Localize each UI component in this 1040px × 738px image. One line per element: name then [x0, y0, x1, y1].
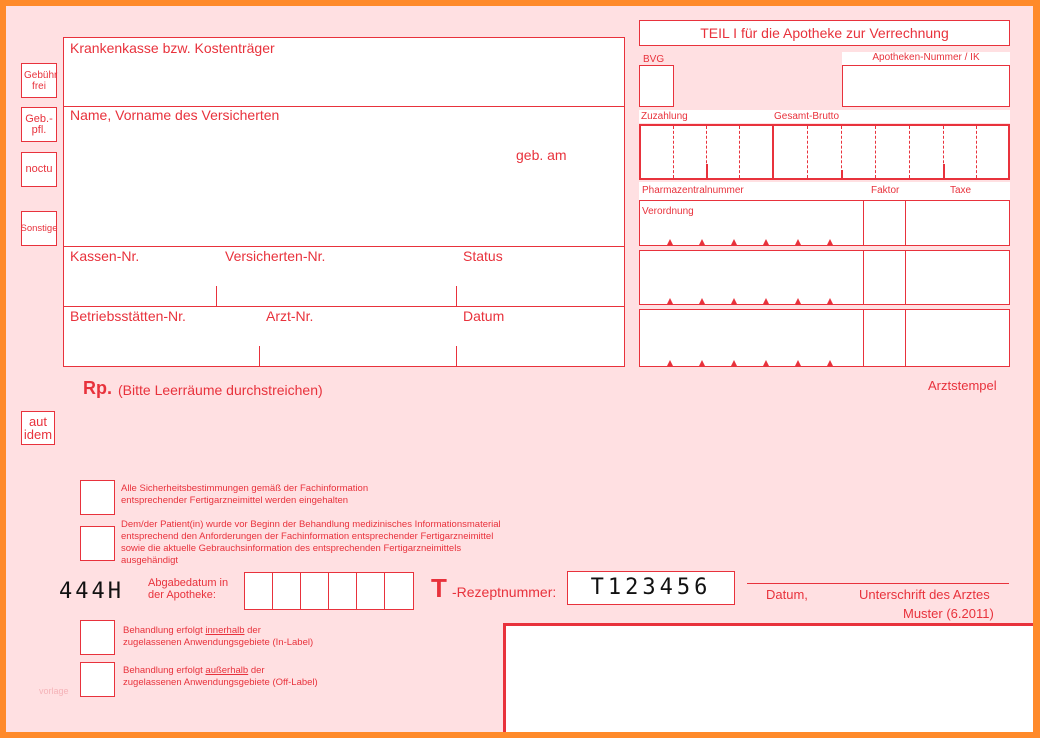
- part1-title: TEIL I für die Apotheke zur Verrechnung: [639, 20, 1010, 46]
- zuzahlung-label: Zuzahlung: [641, 111, 688, 122]
- sonstige-label: Sonstige: [20, 223, 58, 234]
- off-label-text: [123, 665, 318, 689]
- watermark: vorlage: [39, 686, 69, 696]
- digit-separator: [673, 126, 674, 178]
- digit-marker: [699, 239, 705, 245]
- tick: [216, 286, 217, 306]
- gesamt-brutto-label: Gesamt-Brutto: [774, 111, 840, 122]
- geb-am-label: geb. am: [516, 147, 567, 163]
- digit-marker: [795, 239, 801, 245]
- digit-marker: [699, 298, 705, 304]
- digit-marker: [827, 360, 833, 366]
- digit-separator: [739, 126, 740, 178]
- blank-area: [503, 623, 1033, 732]
- gebuehr-frei-checkbox[interactable]: [21, 63, 57, 98]
- digit-marker: [795, 360, 801, 366]
- betriebsstaetten-nr-label: Betriebsstätten-Nr.: [70, 308, 186, 324]
- divider: [328, 572, 329, 610]
- decimal-marker: [706, 164, 708, 178]
- digit-marker: [731, 239, 737, 245]
- divider: [63, 306, 625, 307]
- safety-checkbox[interactable]: [80, 480, 115, 515]
- rezeptnummer-field[interactable]: T123456: [567, 571, 735, 605]
- noctu-label: noctu: [25, 163, 53, 175]
- versicherten-nr-label: Versicherten-Nr.: [225, 248, 326, 264]
- digit-marker: [763, 239, 769, 245]
- divider: [300, 572, 301, 610]
- name-label: Name, Vorname des Versicherten: [70, 107, 280, 123]
- zuzahlung-field[interactable]: [639, 124, 1010, 180]
- bvg-field[interactable]: [639, 65, 674, 107]
- datum-signature-label: Datum,: [766, 587, 808, 602]
- rp-label: Rp.: [83, 378, 112, 398]
- rp-hint: (Bitte Leerräume durchstreichen): [118, 382, 323, 398]
- patient-info-checkbox[interactable]: [80, 526, 115, 561]
- off-label-line2: zugelassenen Anwendungsgebiete (Off-Label): [123, 677, 318, 688]
- divider: [272, 572, 273, 610]
- aut-idem-label: aut idem: [23, 414, 53, 442]
- off-label-underlined: außerhalb: [205, 665, 249, 676]
- signature-line: [747, 583, 1009, 584]
- decimal-marker: [841, 170, 843, 178]
- in-label-line2: zugelassenen Anwendungsgebiete (In-Label): [123, 637, 314, 648]
- digit-separator: [875, 126, 876, 178]
- off-label-text-part: der: [248, 665, 265, 676]
- digit-separator: [807, 126, 808, 178]
- muster-label: Muster (6.2011): [903, 606, 994, 621]
- abgabedatum-field[interactable]: [244, 572, 414, 610]
- digit-marker: [795, 298, 801, 304]
- tick: [259, 346, 260, 367]
- geb-pfl-label: Geb.- pfl.: [25, 112, 53, 136]
- digit-marker: [731, 298, 737, 304]
- pzn-label: Pharmazentralnummer: [642, 185, 744, 196]
- faktor-label: Faktor: [871, 185, 900, 196]
- digit-marker: [827, 239, 833, 245]
- divider: [639, 309, 1010, 310]
- digit-marker: [731, 360, 737, 366]
- digit-marker: [667, 298, 673, 304]
- unterschrift-label: Unterschrift des Arztes: [859, 587, 990, 602]
- off-label-text-part: Behandlung erfolgt: [123, 665, 206, 676]
- in-label-text-part: der: [244, 625, 261, 636]
- digit-marker: [699, 360, 705, 366]
- geb-pfl-checkbox[interactable]: [21, 107, 57, 142]
- kassen-nr-label: Kassen-Nr.: [70, 248, 140, 264]
- apotheken-nummer-label: Apotheken-Nummer / IK: [842, 52, 1010, 65]
- in-label-checkbox[interactable]: [80, 620, 115, 655]
- krankenkasse-label: Krankenkasse bzw. Kostenträger: [70, 40, 275, 56]
- prescription-form: [6, 6, 1033, 732]
- off-label-checkbox[interactable]: [80, 662, 115, 697]
- divider: [384, 572, 385, 610]
- decimal-marker: [943, 164, 945, 178]
- form-code: 444H: [59, 579, 124, 604]
- divider: [905, 200, 906, 367]
- divider: [356, 572, 357, 610]
- sonstige-checkbox[interactable]: [21, 211, 57, 246]
- t-letter: T: [431, 573, 447, 603]
- in-label-underlined: innerhalb: [205, 625, 245, 636]
- divider: [63, 246, 625, 247]
- digit-marker: [667, 360, 673, 366]
- digit-marker: [667, 239, 673, 245]
- apotheken-nummer-field[interactable]: [842, 65, 1010, 107]
- divider: [772, 124, 774, 180]
- noctu-checkbox[interactable]: [21, 152, 57, 187]
- arzt-nr-label: Arzt-Nr.: [266, 308, 314, 324]
- taxe-label: Taxe: [950, 185, 972, 196]
- datum-label: Datum: [463, 308, 505, 324]
- in-label-text-part: Behandlung erfolgt: [123, 625, 206, 636]
- divider: [639, 250, 1010, 251]
- gebuehr-frei-label: Gebühr frei: [24, 69, 58, 92]
- divider: [863, 200, 864, 367]
- in-label-text: [123, 625, 313, 649]
- status-label: Status: [463, 248, 503, 264]
- tick: [456, 346, 457, 367]
- patient-info-statement: Dem/der Patient(in) wurde vor Beginn der Behandlung medizinisches Informationsmaterial entsprechend den Anforderungen der Fachinformation entsprechender Fertigarzneimittel sowie die aktuelle Gebrauchsinformation des entsprechenden Fertigarzneimittels ausgehändigt: [121, 519, 501, 566]
- aut-idem-checkbox[interactable]: [21, 411, 55, 445]
- digit-marker: [763, 298, 769, 304]
- safety-statement: Alle Sicherheitsbestimmungen gemäß der Fachinformation entsprechender Fertigarzneimittel werden eingehalten: [121, 483, 369, 506]
- rezeptnummer-label: -Rezeptnummer:: [452, 584, 557, 600]
- bvg-label: BVG: [643, 54, 665, 65]
- digit-separator: [976, 126, 977, 178]
- digit-marker: [827, 298, 833, 304]
- digit-marker: [763, 360, 769, 366]
- digit-separator: [909, 126, 910, 178]
- arztstempel-label: Arztstempel: [928, 378, 997, 393]
- verordnung-label: Verordnung: [642, 206, 694, 217]
- tick: [456, 286, 457, 306]
- abgabedatum-label: Abgabedatum in der Apotheke:: [148, 577, 229, 601]
- verordnung-table: [639, 200, 1010, 367]
